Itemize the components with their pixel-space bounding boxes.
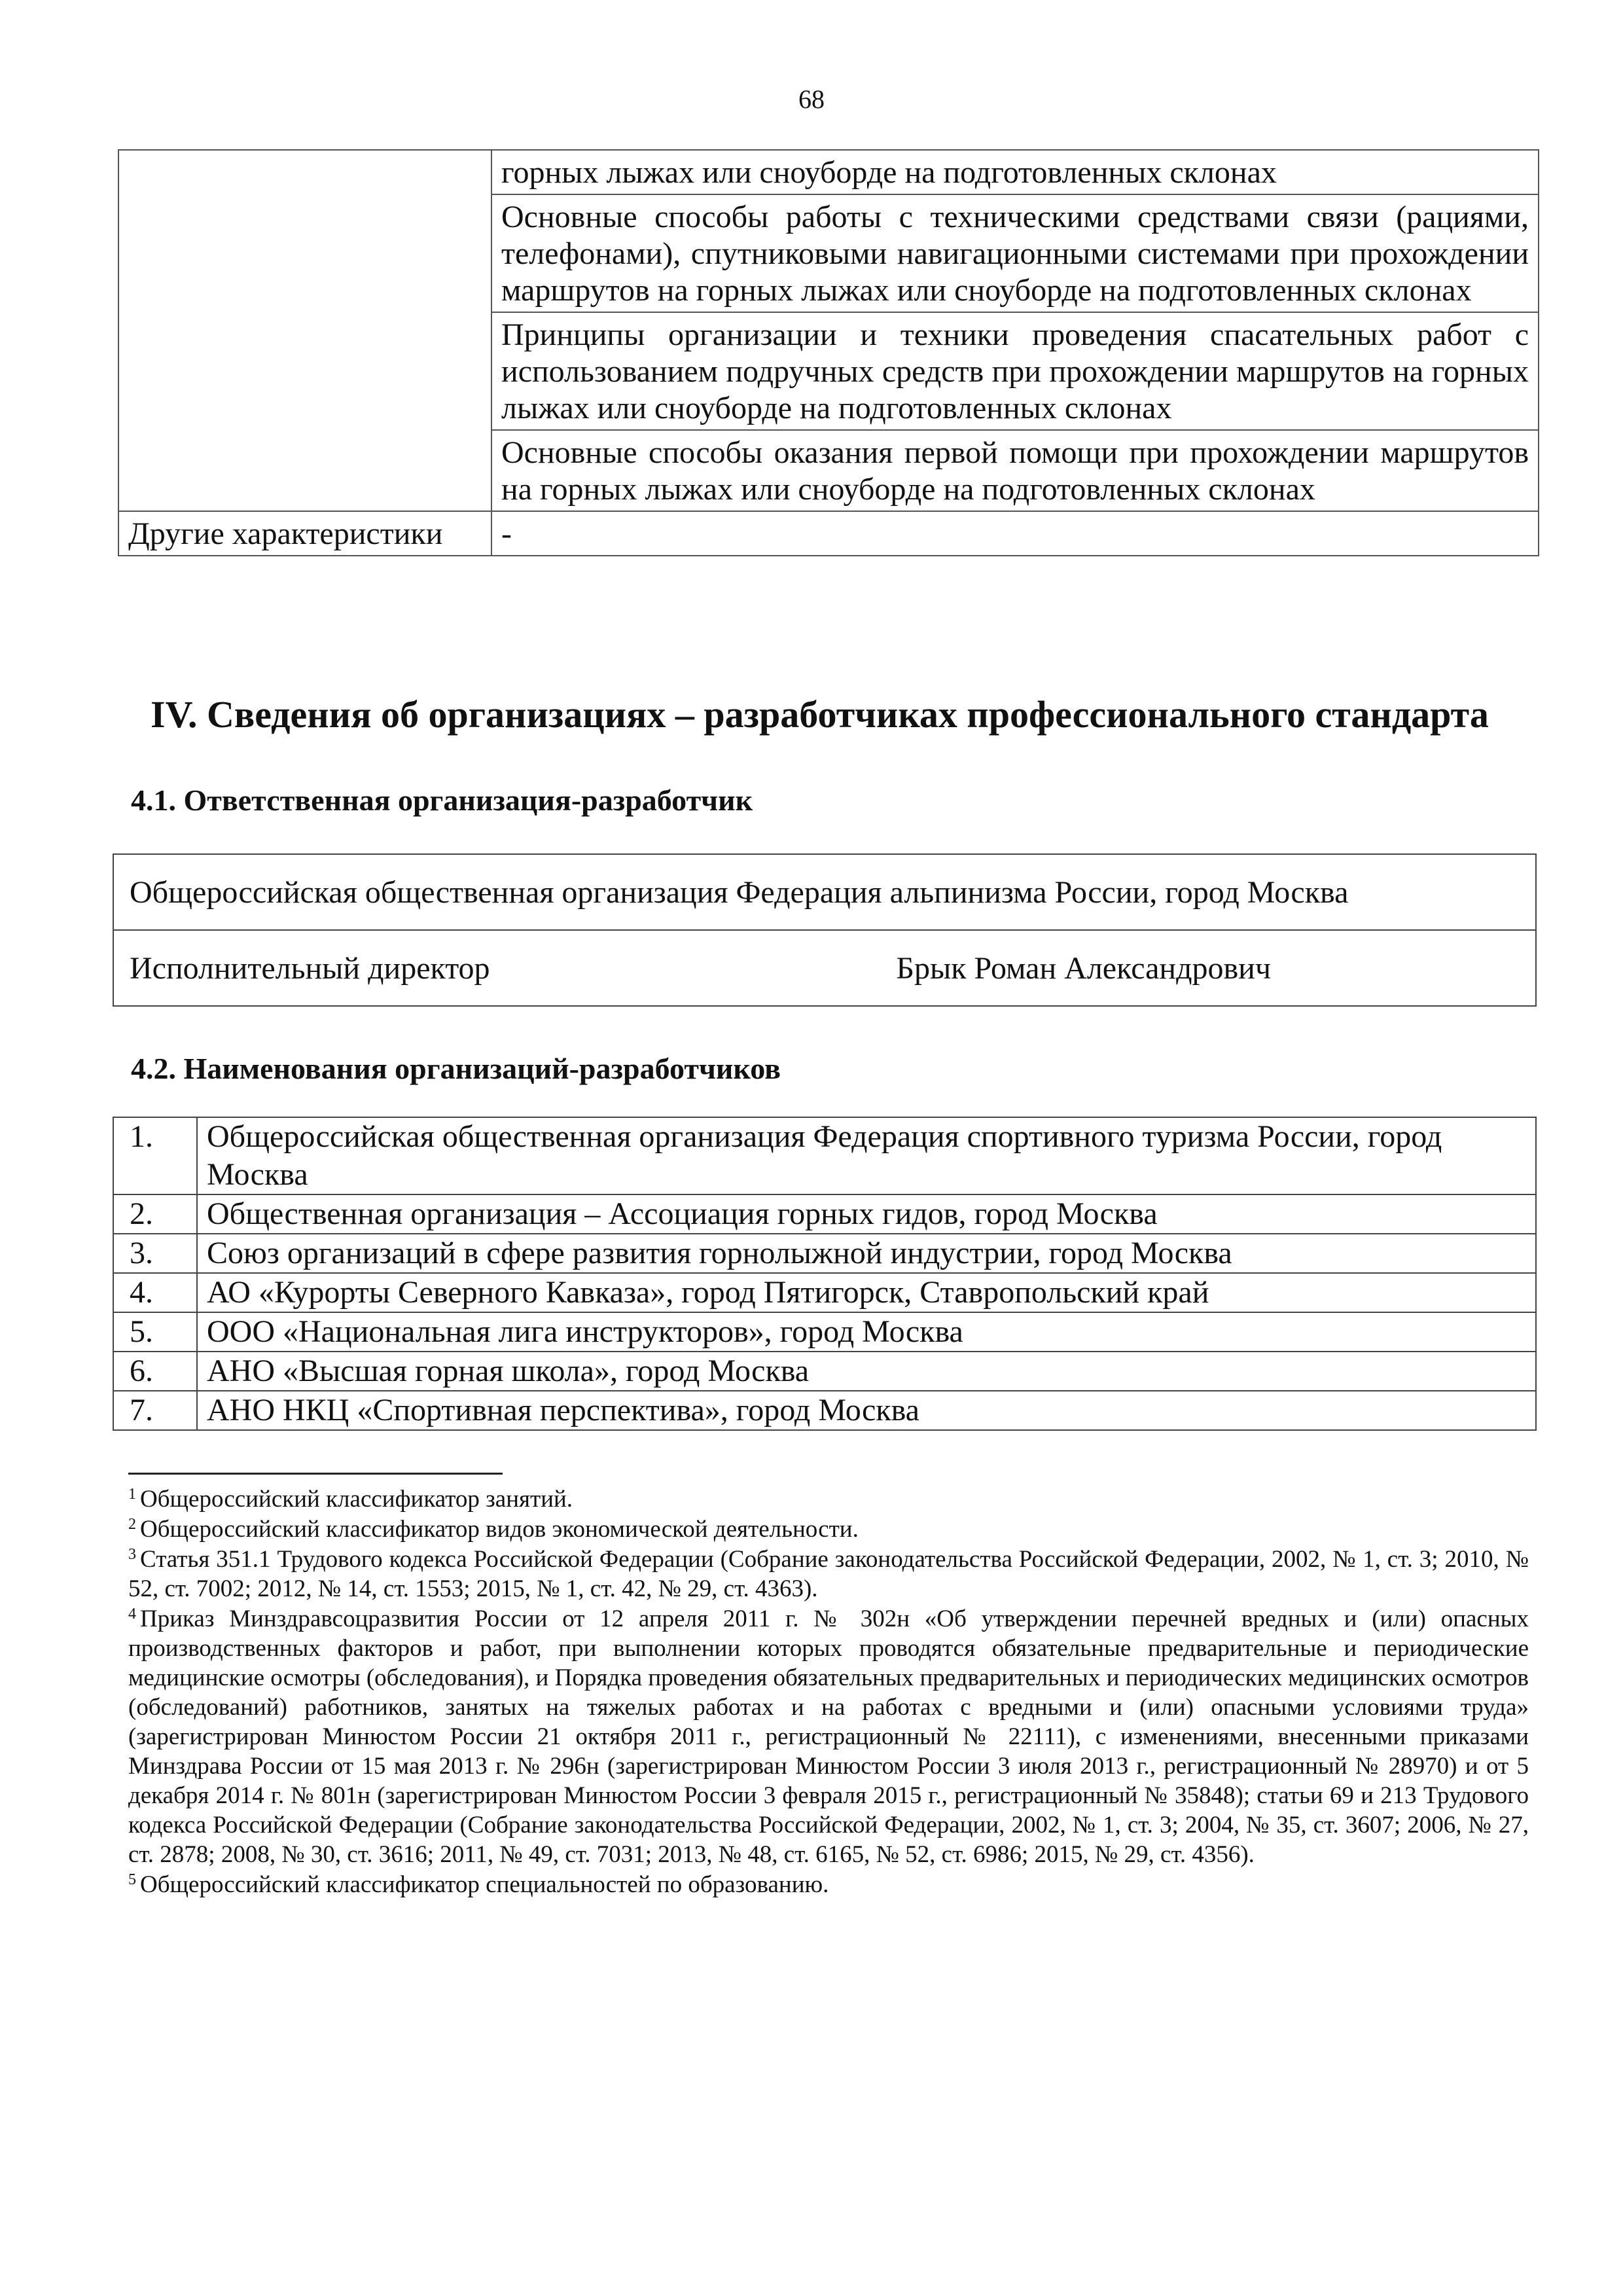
footnote-text: Статья 351.1 Трудового кодекса Российской Федерации (Собрание законодательства Российской Федерации, 2002, № 1, ст. 3; 2010, № 52, ст. 7002; 2012, № 14, ст. 1553; 2015, № 1, ст. 42, № 29, ст. 4363).	[128, 1546, 1529, 1602]
table-row	[113, 930, 1536, 1006]
developer-number: 3.	[113, 1234, 197, 1273]
developer-number: 5.	[113, 1312, 197, 1352]
footnote-text: Общероссийский классификатор специальностей по образованию.	[140, 1871, 829, 1898]
skills-table	[118, 149, 1539, 556]
developer-number: 2.	[113, 1194, 197, 1234]
table-row	[113, 1273, 1536, 1312]
developers-table	[113, 1117, 1537, 1431]
developer-name: Общественная организация – Ассоциация горных гидов, город Москва	[197, 1194, 1536, 1234]
footnote-marker: 4	[128, 1605, 136, 1623]
table-row	[113, 1194, 1536, 1234]
footnote-marker: 2	[128, 1516, 136, 1533]
table-row	[118, 511, 1539, 556]
skill-cell: Основные способы работы с техническими средствами связи (рациями, телефонами), спутниковыми навигационными системами при прохождении маршрутов на горных лыжах или сноуборде на подготовленных склонах	[491, 194, 1539, 312]
footnotes	[128, 1484, 1529, 1900]
table-row	[113, 1117, 1536, 1194]
footnote-marker: 5	[128, 1871, 136, 1888]
developer-number: 4.	[113, 1273, 197, 1312]
other-characteristics-label: Другие характеристики	[118, 511, 491, 556]
empty-label-cell	[118, 150, 491, 511]
table-row	[113, 1391, 1536, 1430]
director-cell	[113, 930, 1536, 1006]
section-title: IV. Сведения об организациях – разработчиках профессионального стандарта	[151, 693, 1489, 736]
table-row	[113, 1312, 1536, 1352]
developer-name: Союз организаций в сфере развития горнолыжной индустрии, город Москва	[197, 1234, 1536, 1273]
footnote-marker: 1	[128, 1486, 136, 1503]
other-characteristics-value: -	[491, 511, 1539, 556]
table-row	[118, 150, 1539, 194]
skill-cell: Основные способы оказания первой помощи при прохождении маршрутов на горных лыжах или сноуборде на подготовленных склонах	[491, 430, 1539, 511]
responsible-org-name: Общероссийская общественная организация Федерация альпинизма России, город Москва	[113, 854, 1536, 930]
developer-name: АО «Курорты Северного Кавказа», город Пятигорск, Ставропольский край	[197, 1273, 1536, 1312]
director-title: Исполнительный директор	[130, 950, 490, 986]
footnote	[128, 1545, 1529, 1604]
table-row	[113, 854, 1536, 930]
table-row	[113, 1352, 1536, 1391]
footnote-marker: 3	[128, 1546, 136, 1563]
responsible-org-heading: 4.1. Ответственная организация-разработчик	[131, 783, 753, 817]
page-number: 68	[798, 84, 825, 114]
footnote	[128, 1870, 1529, 1899]
developers-heading: 4.2. Наименования организаций-разработчиков	[131, 1052, 781, 1085]
footnote-divider	[128, 1473, 503, 1475]
developer-number: 6.	[113, 1352, 197, 1391]
developer-name: АНО «Высшая горная школа», город Москва	[197, 1352, 1536, 1391]
skill-cell: горных лыжах или сноуборде на подготовленных склонах	[491, 150, 1539, 194]
developer-name: ООО «Национальная лига инструкторов», город Москва	[197, 1312, 1536, 1352]
table-row	[113, 1234, 1536, 1273]
director-name: Брык Роман Александрович	[896, 950, 1271, 986]
footnote	[128, 1484, 1529, 1514]
responsible-org-table	[113, 853, 1537, 1007]
developer-name: Общероссийская общественная организация Федерация спортивного туризма России, город Москва	[197, 1117, 1536, 1194]
developer-number: 1.	[113, 1117, 197, 1194]
footnote	[128, 1604, 1529, 1869]
footnote-text: Общероссийский классификатор видов экономической деятельности.	[140, 1516, 859, 1543]
developer-name: АНО НКЦ «Спортивная перспектива», город Москва	[197, 1391, 1536, 1430]
skill-cell: Принципы организации и техники проведения спасательных работ с использованием подручных средств при прохождении маршрутов на горных лыжах или сноуборде на подготовленных склонах	[491, 312, 1539, 430]
developer-number: 7.	[113, 1391, 197, 1430]
footnote-text: Общероссийский классификатор занятий.	[140, 1486, 573, 1513]
footnote	[128, 1515, 1529, 1544]
footnote-text: Приказ Минздравсоцразвития России от 12 апреля 2011 г. № 302н «Об утверждении перечней вредных и (или) опасных производственных факторов и работ, при выполнении которых проводятся обязательные предварительные и периодические медицинские осмотры (обследования), и Порядка проведения обязательных предварительных и периодических медицинских осмотров (обследований) работников, занятых на тяжелых работах и на работах с вредными и (или) опасными условиями труда» (зарегистрирован Минюстом России 21 октября 2011 г., регистрационный № 22111), с изменениями, внесенными приказами Минздрава России от 15 мая 2013 г. № 296н (зарегистрирован Минюстом России 3 июля 2013 г., регистрационный № 28970) и от 5 декабря 2014 г. № 801н (зарегистрирован Минюстом России 3 февраля 2015 г., регистрационный № 35848); статьи 69 и 213 Трудового кодекса Российской Федерации (Собрание законодательства Российской Федерации, 2002, № 1, ст. 3; 2004, № 35, ст. 3607; 2006, № 27, ст. 2878; 2008, № 30, ст. 3616; 2011, № 49, ст. 7031; 2013, № 48, ст. 6165, № 52, ст. 6986; 2015, № 29, ст. 4356).	[128, 1605, 1529, 1868]
